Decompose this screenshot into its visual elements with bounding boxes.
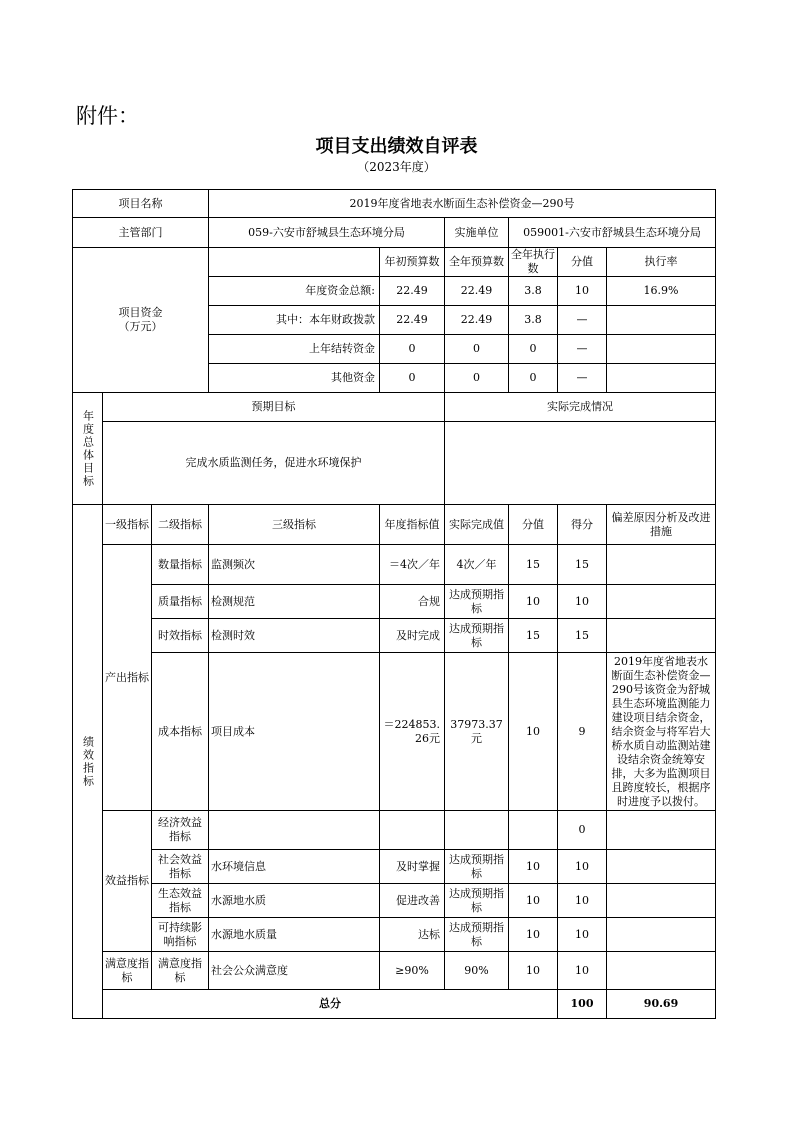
funds-label-line1: 项目资金 xyxy=(118,306,163,319)
ind-l2: 成本指标 xyxy=(152,653,209,811)
ind-target: 合规 xyxy=(380,585,445,619)
goals-header-row xyxy=(73,393,716,422)
ind-score-val: 10 xyxy=(509,884,558,918)
ind-score-val: 15 xyxy=(509,545,558,585)
goals-actual-header: 实际完成情况 xyxy=(445,393,716,422)
indicator-row xyxy=(73,545,716,585)
funds-cell: — xyxy=(558,335,607,364)
ind-l3: 社会公众满意度 xyxy=(209,952,380,990)
funds-cell: 0 xyxy=(380,364,445,393)
funds-cell: 3.8 xyxy=(509,306,558,335)
ind-actual: 达成预期指标 xyxy=(445,585,509,619)
goals-expected-header: 预期目标 xyxy=(103,393,445,422)
page-title: 项目支出绩效自评表 xyxy=(315,136,478,157)
ind-l2: 数量指标 xyxy=(152,545,209,585)
ind-note xyxy=(607,850,716,884)
ind-target: ≥90% xyxy=(380,952,445,990)
funds-row-label: 年度资金总额: xyxy=(209,277,380,306)
ind-target: ＝4次／年 xyxy=(380,545,445,585)
ind-l2: 经济效益指标 xyxy=(152,811,209,850)
ind-score: 10 xyxy=(558,850,607,884)
indicator-row xyxy=(73,811,716,850)
ind-note: 2019年度省地表水断面生态补偿资金—290号该资金为舒城县生态环境监测能力建设项目结余资金，结余资金与将军岩大桥水质自动监测站建设结余资金统筹安排，大多为监测项目且跨度较长，根据序时进度予以拨付。 xyxy=(607,653,716,811)
ind-actual xyxy=(445,811,509,850)
funds-header-score-val: 分值 xyxy=(558,248,607,277)
ind-score: 10 xyxy=(558,952,607,990)
ind-actual: 达成预期指标 xyxy=(445,619,509,653)
ind-actual: 4次／年 xyxy=(445,545,509,585)
ind-score-val: 10 xyxy=(509,850,558,884)
ind-score: 9 xyxy=(558,653,607,811)
ind-actual: 37973.37元 xyxy=(445,653,509,811)
ind-actual: 达成预期指标 xyxy=(445,918,509,952)
ind-l3: 检测时效 xyxy=(209,619,380,653)
funds-cell: 0 xyxy=(445,335,509,364)
ind-actual: 达成预期指标 xyxy=(445,850,509,884)
funds-label-line2: （万元） xyxy=(118,320,163,333)
ind-l2: 可持续影响指标 xyxy=(152,918,209,952)
funds-cell: — xyxy=(558,364,607,393)
ind-l3: 水源地水质 xyxy=(209,884,380,918)
impl-value: 059001-六安市舒城县生态环境分局 xyxy=(509,218,716,248)
indicator-row xyxy=(73,918,716,952)
funds-cell: 16.9% xyxy=(607,277,716,306)
ind-note xyxy=(607,545,716,585)
ind-score-val: 10 xyxy=(509,653,558,811)
indicator-row xyxy=(73,619,716,653)
goals-expected-value: 完成水质监测任务，促进水环境保护 xyxy=(103,422,445,505)
funds-cell: 22.49 xyxy=(445,306,509,335)
dept-value: 059-六安市舒城县生态环境分局 xyxy=(209,218,445,248)
ind-header-score-val: 分值 xyxy=(509,505,558,545)
ind-l3: 检测规范 xyxy=(209,585,380,619)
ind-score: 10 xyxy=(558,585,607,619)
evaluation-table xyxy=(72,189,716,1019)
ind-l3 xyxy=(209,811,380,850)
funds-cell: 0 xyxy=(380,335,445,364)
ind-note xyxy=(607,619,716,653)
funds-row-label: 上年结转资金 xyxy=(209,335,380,364)
ind-score: 10 xyxy=(558,884,607,918)
funds-cell: 0 xyxy=(509,335,558,364)
impl-label: 实施单位 xyxy=(445,218,509,248)
output-indicator-label: 产出指标 xyxy=(103,545,152,811)
funds-header-blank xyxy=(209,248,380,277)
funds-cell: 22.49 xyxy=(445,277,509,306)
ind-actual: 达成预期指标 xyxy=(445,884,509,918)
ind-header-score: 得分 xyxy=(558,505,607,545)
project-name-row xyxy=(73,190,716,218)
ind-header-l2: 二级指标 xyxy=(152,505,209,545)
indicators-header-row xyxy=(73,505,716,545)
indicator-row xyxy=(73,585,716,619)
ind-target: 及时掌握 xyxy=(380,850,445,884)
ind-header-l1: 一级指标 xyxy=(103,505,152,545)
goals-side-label: 年度总体目标 xyxy=(73,393,103,505)
ind-l2: 时效指标 xyxy=(152,619,209,653)
funds-cell xyxy=(607,364,716,393)
ind-note xyxy=(607,918,716,952)
attachment-label: 附件： xyxy=(76,104,139,128)
funds-cell: 22.49 xyxy=(380,306,445,335)
ind-l3: 监测频次 xyxy=(209,545,380,585)
funds-cell: 0 xyxy=(445,364,509,393)
ind-note xyxy=(607,811,716,850)
ind-score: 15 xyxy=(558,619,607,653)
ind-target: 促进改善 xyxy=(380,884,445,918)
funds-header-row xyxy=(73,248,716,277)
ind-l2: 质量指标 xyxy=(152,585,209,619)
ind-l2: 满意度指标 xyxy=(152,952,209,990)
ind-score: 15 xyxy=(558,545,607,585)
total-row xyxy=(73,990,716,1019)
ind-l3: 水源地水质量 xyxy=(209,918,380,952)
ind-note xyxy=(607,884,716,918)
goals-content-row xyxy=(73,422,716,505)
ind-l3: 项目成本 xyxy=(209,653,380,811)
ind-target xyxy=(380,811,445,850)
funds-cell: 0 xyxy=(509,364,558,393)
ind-score-val: 10 xyxy=(509,918,558,952)
ind-l2: 社会效益指标 xyxy=(152,850,209,884)
page-subtitle: （2023年度） xyxy=(357,160,436,174)
total-score-val: 100 xyxy=(558,990,607,1019)
ind-note xyxy=(607,585,716,619)
funds-cell xyxy=(607,306,716,335)
funds-header-init: 年初预算数 xyxy=(380,248,445,277)
indicator-row xyxy=(73,952,716,990)
indicator-row xyxy=(73,653,716,811)
ind-score: 0 xyxy=(558,811,607,850)
ind-target: 达标 xyxy=(380,918,445,952)
project-name-value: 2019年度省地表水断面生态补偿资金—290号 xyxy=(209,190,716,218)
ind-actual: 90% xyxy=(445,952,509,990)
ind-l2: 生态效益指标 xyxy=(152,884,209,918)
ind-target: 及时完成 xyxy=(380,619,445,653)
funds-cell: — xyxy=(558,306,607,335)
ind-score-val xyxy=(509,811,558,850)
ind-score-val: 10 xyxy=(509,952,558,990)
funds-row-label: 其他资金 xyxy=(209,364,380,393)
funds-cell xyxy=(607,335,716,364)
satisfaction-indicator-label: 满意度指标 xyxy=(103,952,152,990)
ind-header-target: 年度指标值 xyxy=(380,505,445,545)
ind-note xyxy=(607,952,716,990)
ind-l3: 水环境信息 xyxy=(209,850,380,884)
funds-cell: 3.8 xyxy=(509,277,558,306)
ind-score-val: 10 xyxy=(509,585,558,619)
department-row xyxy=(73,218,716,248)
funds-row-label: 其中：本年财政拨款 xyxy=(209,306,380,335)
ind-header-actual: 实际完成值 xyxy=(445,505,509,545)
ind-target: ＝224853.26元 xyxy=(380,653,445,811)
funds-label xyxy=(73,248,209,393)
total-label: 总分 xyxy=(103,990,558,1019)
ind-score-val: 15 xyxy=(509,619,558,653)
funds-header-rate: 执行率 xyxy=(607,248,716,277)
total-score: 90.69 xyxy=(607,990,716,1019)
project-name-label: 项目名称 xyxy=(73,190,209,218)
benefit-indicator-label: 效益指标 xyxy=(103,811,152,952)
funds-header-exec: 全年执行数 xyxy=(509,248,558,277)
dept-label: 主管部门 xyxy=(73,218,209,248)
ind-score: 10 xyxy=(558,918,607,952)
funds-header-annual: 全年预算数 xyxy=(445,248,509,277)
funds-cell: 22.49 xyxy=(380,277,445,306)
goals-actual-value xyxy=(445,422,716,505)
indicator-row xyxy=(73,850,716,884)
indicator-row xyxy=(73,884,716,918)
indicators-side-label: 绩效指标 xyxy=(73,505,103,1019)
funds-cell: 10 xyxy=(558,277,607,306)
ind-header-note: 偏差原因分析及改进措施 xyxy=(607,505,716,545)
ind-header-l3: 三级指标 xyxy=(209,505,380,545)
